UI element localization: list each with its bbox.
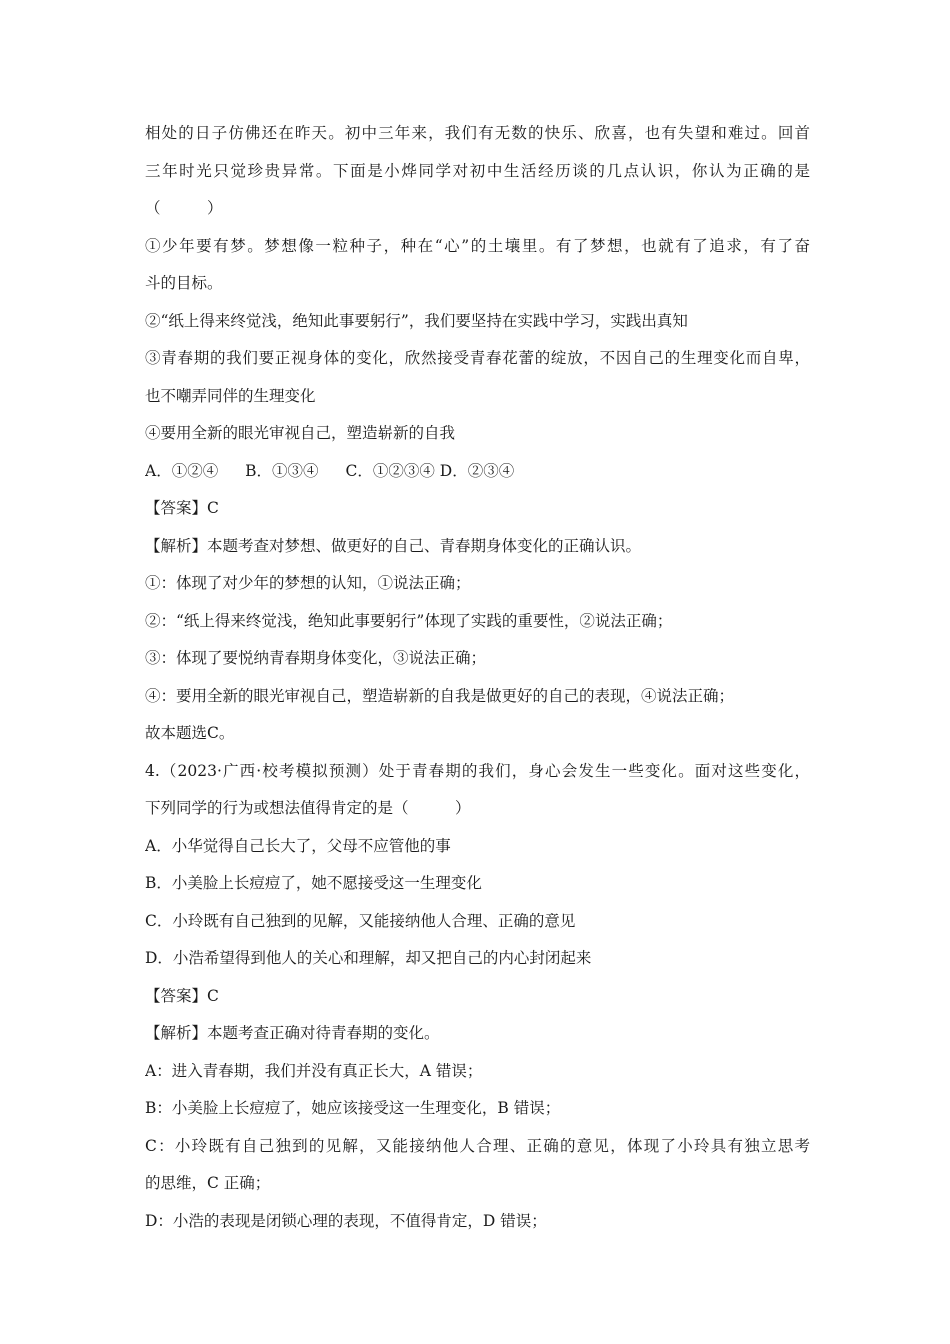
q4-analysis-c-line-2: 的思维，C 正确； (145, 1174, 271, 1192)
q3-option-c: C．①②③④ (345, 461, 435, 480)
q3-item-3-line-2: 也不嘲弄同伴的生理变化 (145, 386, 316, 405)
q3-answer: 【答案】C (145, 499, 219, 517)
q4-option-c: C．小玲既有自己独到的见解，又能接纳他人合理、正确的意见 (145, 911, 576, 930)
q4-option-a: A．小华觉得自己长大了，父母不应管他的事 (145, 836, 451, 855)
q3-analysis: 【解析】本题考查对梦想、做更好的自己、青春期身体变化的正确认识。 (145, 536, 642, 555)
q4-analysis-a: A：进入青春期，我们并没有真正长大，A 错误； (145, 1061, 483, 1080)
q3-item-1-line-1: ①少年要有梦。梦想像一粒种子，种在“心”的土壤里。有了梦想，也就有了追求，有了奋 (145, 236, 810, 255)
q4-stem-line-1: 4.（2023·广西·校考模拟预测）处于青春期的我们，身心会发生一些变化。面对这些变化， (145, 761, 810, 780)
q4-answer: 【答案】C (145, 986, 219, 1005)
q3-analysis-item-4: ④：要用全新的眼光审视自己，塑造崭新的自我是做更好的自己的表现，④说法正确； (145, 686, 735, 705)
q3-stem-line-2: 三年时光只觉珍贵异常。下面是小烨同学对初中生活经历谈的几点认识，你认为正确的是 (145, 161, 810, 180)
q3-option-d: D．②③④ (439, 461, 515, 480)
q3-stem-line-1: 相处的日子仿佛还在昨天。初中三年来，我们有无数的快乐、欣喜，也有失望和难过。回首 (145, 124, 810, 142)
q4-analysis-b: B：小美脸上长痘痘了，她应该接受这一生理变化，B 错误； (145, 1099, 561, 1117)
q4-option-b: B．小美脸上长痘痘了，她不愿接受这一生理变化 (145, 874, 482, 892)
q3-answer-blank: （ ） (145, 199, 223, 217)
q4-analysis-c-line-1: C：小玲既有自己独到的见解，又能接纳他人合理、正确的意见，体现了小玲具有独立思考 (145, 1136, 810, 1155)
q3-item-1-line-2: 斗的目标。 (145, 274, 223, 292)
q4-stem-line-2: 下列同学的行为或想法值得肯定的是（ ） (145, 799, 471, 817)
q3-analysis-item-2: ②：“纸上得来终觉浅，绝知此事要躬行”体现了实践的重要性，②说法正确； (145, 611, 673, 630)
q3-options (145, 453, 810, 491)
q3-conclusion: 故本题选C。 (145, 724, 235, 742)
page-content (145, 115, 810, 1240)
q3-item-2: ②“纸上得来终觉浅，绝知此事要躬行”，我们要坚持在实践中学习，实践出真知 (145, 311, 688, 330)
q3-analysis-item-1: ①：体现了对少年的梦想的认知，①说法正确； (145, 574, 471, 592)
q4-option-d: D．小浩希望得到他人的关心和理解，却又把自己的内心封闭起来 (145, 949, 592, 967)
q3-analysis-item-3: ③：体现了要悦纳青春期身体变化，③说法正确； (145, 649, 487, 667)
q3-option-b: B．①③④ (245, 461, 319, 480)
q3-item-3-line-1: ③青春期的我们要正视身体的变化，欣然接受青春花蕾的绽放，不因自己的生理变化而自卑， (145, 349, 810, 367)
q4-analysis: 【解析】本题考查正确对待青春期的变化。 (145, 1024, 440, 1042)
q3-item-4: ④要用全新的眼光审视自己，塑造崭新的自我 (145, 424, 456, 442)
q3-option-a: A．①②④ (145, 461, 219, 480)
q4-analysis-d: D：小浩的表现是闭锁心理的表现，不值得肯定，D 错误； (145, 1211, 547, 1230)
